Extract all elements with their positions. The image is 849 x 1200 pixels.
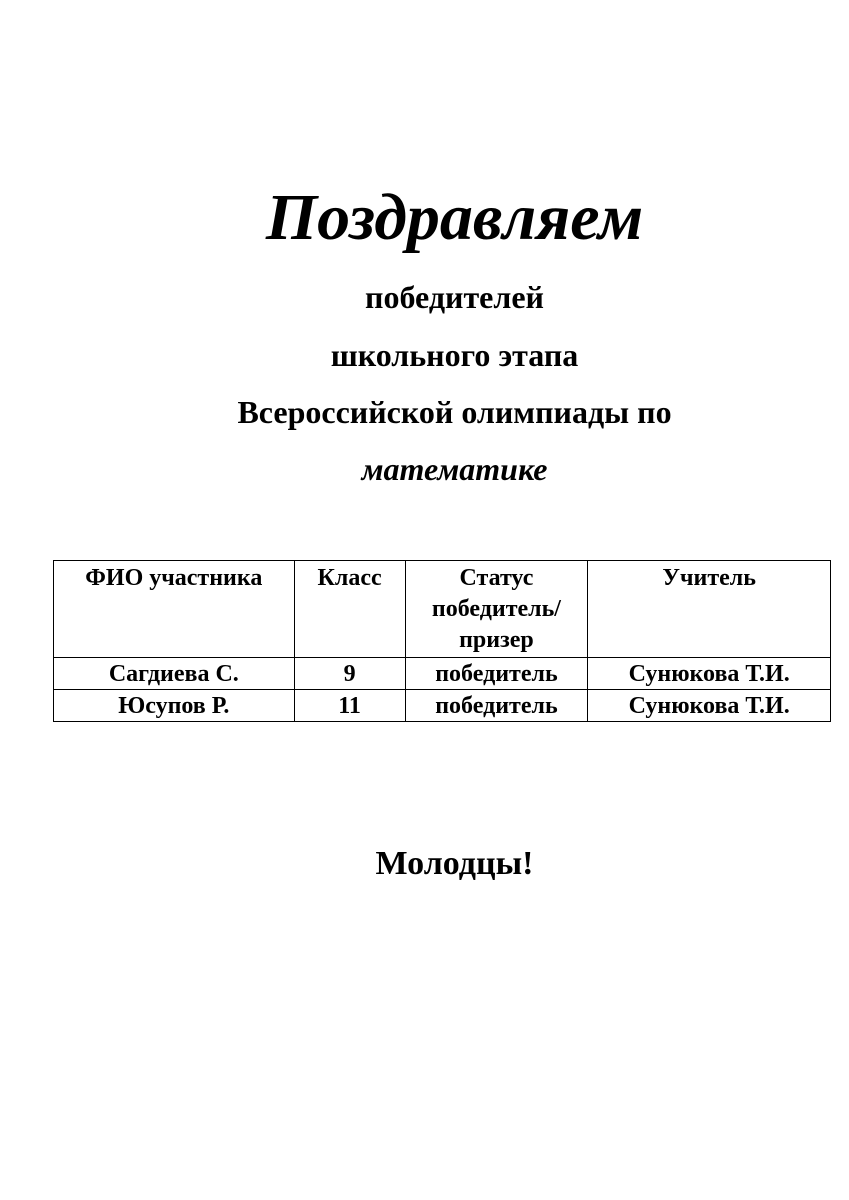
cell-class: 9 [294,658,405,690]
cell-fio: Сагдиева С. [54,658,295,690]
cell-status: победитель [405,690,588,722]
table-row [54,658,831,690]
cell-class: 11 [294,690,405,722]
column-header-class: Класс [294,561,405,658]
heading-line-stage: школьного этапа [330,337,579,373]
cell-teacher: Сунюкова Т.И. [588,690,831,722]
column-header-status: Статус победитель/ призер [405,561,588,658]
cell-fio: Юсупов Р. [54,690,295,722]
table-row [54,690,831,722]
heading-line-winners: победителей [365,279,544,315]
table-header-row [54,561,831,658]
column-header-teacher: Учитель [588,561,831,658]
cell-status: победитель [405,658,588,690]
congratulations-message: Молодцы! [375,845,534,882]
results-table [53,560,831,722]
page-title: Поздравляем [265,181,644,254]
column-header-fio: ФИО участника [54,561,295,658]
heading-subject: математике [361,451,548,487]
heading-line-olympiad: Всероссийской олимпиады по [237,394,672,430]
cell-teacher: Сунюкова Т.И. [588,658,831,690]
